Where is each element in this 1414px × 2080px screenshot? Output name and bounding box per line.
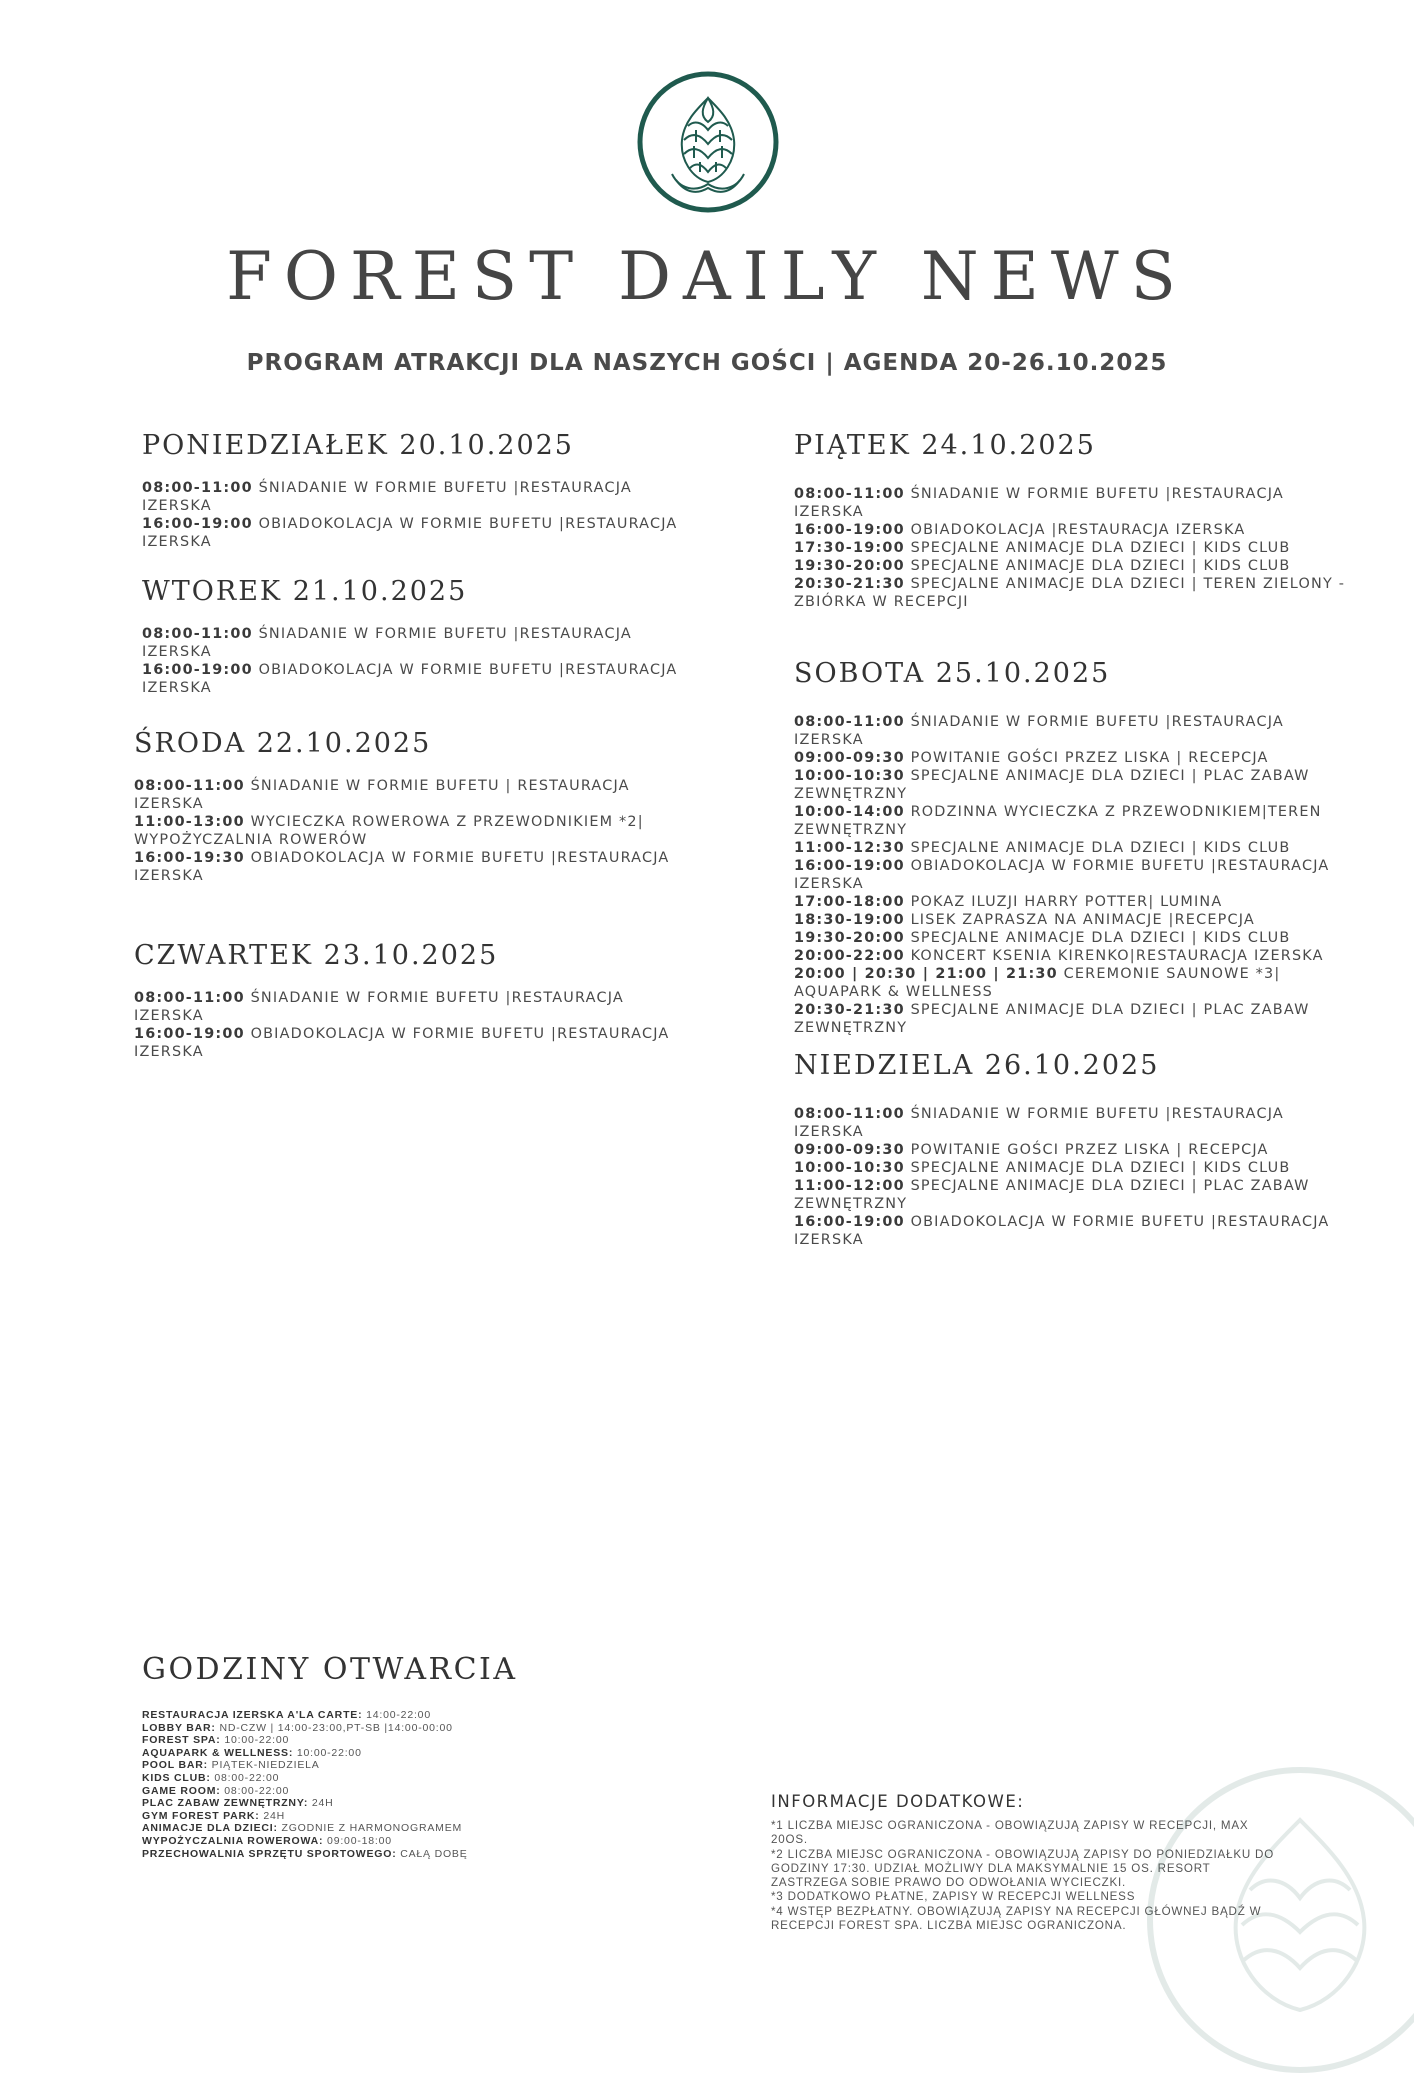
schedule-entry <box>794 929 1354 947</box>
entry-text: SPECJALNE ANIMACJE DLA DZIECI | PLAC ZABAW ZEWNĘTRZNY <box>794 1178 1310 1212</box>
entry-text: POWITANIE GOŚCI PRZEZ LISKA | RECEPCJA <box>904 1142 1269 1158</box>
venue-hours: ZGODNIE Z HARMONOGRAMEM <box>277 1822 463 1835</box>
footnote: *4 WSTĘP BEZPŁATNY. OBOWIĄZUJĄ ZAPISY NA RECEPCJI GŁÓWNEJ BĄDŹ W RECEPCJI FOREST SPA. LICZBA MIEJSC OGRANICZONA. <box>771 1904 1262 1933</box>
entry-text: SPECJALNE ANIMACJE DLA DZIECI | KIDS CLUB <box>904 1160 1291 1176</box>
entry-time: 11:00-12:00 <box>794 1178 905 1194</box>
entry-time: 20:00 | 20:30 | 21:00 | 21:30 <box>794 966 1058 982</box>
entry-text: LISEK ZAPRASZA NA ANIMACJE |RECEPCJA <box>904 912 1255 928</box>
entry-text: SPECJALNE ANIMACJE DLA DZIECI | KIDS CLUB <box>904 840 1291 856</box>
schedule-entry <box>134 777 694 813</box>
entry-time: 17:30-19:00 <box>794 540 905 556</box>
venue-label: ANIMACJE DLA DZIECI: <box>142 1822 278 1835</box>
venue-hours: 24H <box>259 1809 285 1822</box>
entry-text: KONCERT KSENIA KIRENKO|RESTAURACJA IZERSKA <box>904 948 1324 964</box>
entry-time: 11:00-13:00 <box>134 814 245 830</box>
venue-label: PRZECHOWALNIA SPRZĘTU SPORTOWEGO: <box>142 1847 397 1860</box>
entry-text: OBIADOKOLACJA W FORMIE BUFETU |RESTAURACJA IZERSKA <box>142 662 678 696</box>
schedule-entry <box>794 965 1354 1001</box>
schedule-entry <box>794 749 1354 767</box>
schedule-entry <box>794 947 1354 965</box>
page-subtitle: PROGRAM ATRAKCJI DLA NASZYCH GOŚCI | AGENDA 20-26.10.2025 <box>246 350 1168 376</box>
day-heading: NIEDZIELA 26.10.2025 <box>794 1050 1160 1081</box>
opening-hours-row <box>142 1785 742 1798</box>
entry-text: POWITANIE GOŚCI PRZEZ LISKA | RECEPCJA <box>904 750 1269 766</box>
venue-label: GYM FOREST PARK: <box>142 1809 260 1822</box>
schedule-entry <box>794 485 1354 521</box>
day-tuesday <box>142 576 702 697</box>
entry-time: 10:00-10:30 <box>794 1160 905 1176</box>
entry-text: OBIADOKOLACJA |RESTAURACJA IZERSKA <box>904 522 1246 538</box>
entry-time: 16:00-19:00 <box>794 522 905 538</box>
entry-text: OBIADOKOLACJA W FORMIE BUFETU |RESTAURACJA IZERSKA <box>134 1026 670 1060</box>
entry-time: 10:00-14:00 <box>794 804 905 820</box>
schedule-entry <box>794 857 1354 893</box>
opening-hours-row <box>142 1810 742 1823</box>
footnote: *3 DODATKOWO PŁATNE, ZAPISY W RECEPCJI WELLNESS <box>771 1890 1136 1904</box>
schedule-entry <box>794 557 1354 575</box>
entry-text: POKAZ ILUZJI HARRY POTTER| LUMINA <box>904 894 1223 910</box>
schedule-entry <box>794 539 1354 557</box>
entry-time: 08:00-11:00 <box>142 480 253 496</box>
venue-hours: 24H <box>308 1797 334 1810</box>
day-heading: ŚRODA 22.10.2025 <box>134 728 432 759</box>
entry-text: OBIADOKOLACJA W FORMIE BUFETU |RESTAURACJA IZERSKA <box>794 1214 1330 1248</box>
venue-hours: 08:00-22:00 <box>220 1784 290 1797</box>
schedule-entry <box>794 767 1354 803</box>
entry-time: 20:30-21:30 <box>794 1002 905 1018</box>
entry-text: RODZINNA WYCIECZKA Z PRZEWODNIKIEM|TEREN ZEWNĘTRZNY <box>794 804 1322 838</box>
pinecone-logo-icon <box>636 70 780 214</box>
entry-time: 16:00-19:00 <box>142 516 253 532</box>
schedule-entry <box>142 661 702 697</box>
schedule-entry <box>794 1105 1354 1141</box>
venue-label: RESTAURACJA IZERSKA A'LA CARTE: <box>142 1709 363 1721</box>
entry-text: ŚNIADANIE W FORMIE BUFETU |RESTAURACJA IZERSKA <box>794 714 1284 748</box>
entry-text: SPECJALNE ANIMACJE DLA DZIECI | KIDS CLUB <box>904 540 1291 556</box>
schedule-entry <box>794 893 1354 911</box>
entry-text: OBIADOKOLACJA W FORMIE BUFETU |RESTAURACJA IZERSKA <box>142 516 678 550</box>
venue-label: WYPOŻYCZALNIA ROWEROWA: <box>142 1834 324 1847</box>
entry-time: 08:00-11:00 <box>134 990 245 1006</box>
schedule-entry <box>794 1177 1354 1213</box>
entry-text: ŚNIADANIE W FORMIE BUFETU |RESTAURACJA IZERSKA <box>794 1106 1284 1140</box>
schedule-entry <box>794 1141 1354 1159</box>
entry-time: 19:30-20:00 <box>794 558 905 574</box>
footnote: *1 LICZBA MIEJSC OGRANICZONA - OBOWIĄZUJĄ ZAPISY W RECEPCJI, MAX 20OS. <box>771 1819 1249 1847</box>
entry-time: 10:00-10:30 <box>794 768 905 784</box>
entry-time: 16:00-19:30 <box>134 850 245 866</box>
opening-hours-row <box>142 1848 742 1861</box>
schedule-entry <box>134 813 694 849</box>
schedule-entry <box>794 575 1354 611</box>
opening-hours-row <box>142 1797 742 1810</box>
opening-hours-row <box>142 1734 742 1747</box>
entry-time: 18:30-19:00 <box>794 912 905 928</box>
venue-hours: PIĄTEK-NIEDZIELA <box>207 1759 320 1772</box>
entry-text: SPECJALNE ANIMACJE DLA DZIECI | KIDS CLUB <box>904 558 1291 574</box>
day-heading: PONIEDZIAŁEK 20.10.2025 <box>142 430 574 461</box>
opening-hours-row <box>142 1835 742 1848</box>
opening-hours-row <box>142 1772 742 1785</box>
schedule-entry <box>134 989 694 1025</box>
venue-hours: 08:00-22:00 <box>210 1771 280 1784</box>
entry-time: 09:00-09:30 <box>794 750 905 766</box>
additional-info-heading: INFORMACJE DODATKOWE: <box>771 1792 1025 1811</box>
entry-text: ŚNIADANIE W FORMIE BUFETU |RESTAURACJA IZERSKA <box>794 486 1284 520</box>
venue-label: FOREST SPA: <box>142 1734 221 1747</box>
day-heading: SOBOTA 25.10.2025 <box>794 658 1111 689</box>
entry-time: 08:00-11:00 <box>794 714 905 730</box>
venue-hours: 10:00-22:00 <box>220 1734 290 1747</box>
schedule-entry <box>794 1159 1354 1177</box>
day-heading: WTOREK 21.10.2025 <box>142 576 468 607</box>
entry-time: 19:30-20:00 <box>794 930 905 946</box>
schedule-entry <box>142 515 702 551</box>
venue-hours: 14:00-22:00 <box>362 1709 431 1721</box>
venue-hours: 10:00-22:00 <box>293 1746 362 1759</box>
page-title: FOREST DAILY NEWS <box>226 238 1188 315</box>
entry-time: 16:00-19:00 <box>794 858 905 874</box>
schedule-entry <box>794 803 1354 839</box>
schedule-entry <box>794 911 1354 929</box>
day-monday <box>142 430 702 551</box>
opening-hours-heading: GODZINY OTWARCIA <box>142 1652 518 1687</box>
day-sunday <box>794 1050 1354 1249</box>
entry-text: ŚNIADANIE W FORMIE BUFETU | RESTAURACJA IZERSKA <box>134 778 630 812</box>
venue-label: POOL BAR: <box>142 1759 208 1772</box>
schedule-entry <box>794 839 1354 857</box>
entry-time: 16:00-19:00 <box>794 1214 905 1230</box>
opening-hours-row <box>142 1759 742 1772</box>
schedule-entry <box>794 521 1354 539</box>
opening-hours-row <box>142 1722 742 1735</box>
entry-text: CEREMONIE SAUNOWE *3| AQUAPARK & WELLNESS <box>794 966 1281 1000</box>
schedule-entry <box>142 625 702 661</box>
day-thursday <box>134 940 694 1061</box>
schedule-entry <box>134 849 694 885</box>
entry-text: SPECJALNE ANIMACJE DLA DZIECI | PLAC ZABAW ZEWNĘTRZNY <box>794 768 1310 802</box>
venue-label: GAME ROOM: <box>142 1784 221 1797</box>
schedule-entry <box>794 1001 1354 1037</box>
venue-label: KIDS CLUB: <box>142 1771 211 1784</box>
entry-time: 08:00-11:00 <box>142 626 253 642</box>
entry-time: 08:00-11:00 <box>134 778 245 794</box>
entry-time: 20:00-22:00 <box>794 948 905 964</box>
venue-label: PLAC ZABAW ZEWNĘTRZNY: <box>142 1797 309 1810</box>
entry-text: SPECJALNE ANIMACJE DLA DZIECI | TEREN ZIELONY - ZBIÓRKA W RECEPCJI <box>794 576 1346 610</box>
pinecone-watermark-icon <box>1140 1760 1414 2080</box>
opening-hours-row <box>142 1709 742 1722</box>
entry-time: 11:00-12:30 <box>794 840 905 856</box>
entry-text: SPECJALNE ANIMACJE DLA DZIECI | PLAC ZABAW ZEWNĘTRZNY <box>794 1002 1310 1036</box>
entry-text: WYCIECZKA ROWEROWA Z PRZEWODNIKIEM *2| WYPOŻYCZALNIA ROWERÓW <box>134 814 644 848</box>
entry-time: 16:00-19:00 <box>134 1026 245 1042</box>
day-heading: PIĄTEK 24.10.2025 <box>794 430 1096 461</box>
entry-text: ŚNIADANIE W FORMIE BUFETU |RESTAURACJA IZERSKA <box>142 480 632 514</box>
entry-time: 16:00-19:00 <box>142 662 253 678</box>
entry-text: ŚNIADANIE W FORMIE BUFETU |RESTAURACJA IZERSKA <box>142 626 632 660</box>
day-heading: CZWARTEK 23.10.2025 <box>134 940 499 971</box>
schedule-entry <box>794 1213 1354 1249</box>
venue-label: AQUAPARK & WELLNESS: <box>142 1746 294 1759</box>
entry-text: OBIADOKOLACJA W FORMIE BUFETU |RESTAURACJA IZERSKA <box>134 850 670 884</box>
day-wednesday <box>134 728 694 885</box>
opening-hours-section <box>142 1652 742 1860</box>
entry-text: SPECJALNE ANIMACJE DLA DZIECI | KIDS CLUB <box>904 930 1291 946</box>
day-friday <box>794 430 1354 611</box>
entry-time: 20:30-21:30 <box>794 576 905 592</box>
schedule-entry <box>142 479 702 515</box>
opening-hours-row <box>142 1747 742 1760</box>
entry-text: ŚNIADANIE W FORMIE BUFETU |RESTAURACJA IZERSKA <box>134 990 624 1024</box>
venue-hours: 09:00-18:00 <box>323 1834 392 1847</box>
entry-time: 08:00-11:00 <box>794 486 905 502</box>
entry-time: 17:00-18:00 <box>794 894 905 910</box>
schedule-entry <box>134 1025 694 1061</box>
venue-hours: ND-CZW | 14:00-23:00,PT-SB |14:00-00:00 <box>215 1721 453 1734</box>
day-saturday <box>794 658 1354 1037</box>
opening-hours-row <box>142 1822 742 1835</box>
venue-label: LOBBY BAR: <box>142 1721 216 1734</box>
footnote: *2 LICZBA MIEJSC OGRANICZONA - OBOWIĄZUJĄ ZAPISY DO PONIEDZIAŁKU DO GODZINY 17:30. UDZIAŁ MOŻLIWY DLA MAKSYMALNIE 15 OS. RESORT ZASTRZEGA SOBIE PRAWO DO ODWOŁANIA WYCIECZKI. <box>771 1847 1275 1890</box>
venue-hours: CAŁĄ DOBĘ <box>396 1847 468 1860</box>
entry-time: 09:00-09:30 <box>794 1142 905 1158</box>
entry-text: OBIADOKOLACJA W FORMIE BUFETU |RESTAURACJA IZERSKA <box>794 858 1330 892</box>
entry-time: 08:00-11:00 <box>794 1106 905 1122</box>
schedule-entry <box>794 713 1354 749</box>
